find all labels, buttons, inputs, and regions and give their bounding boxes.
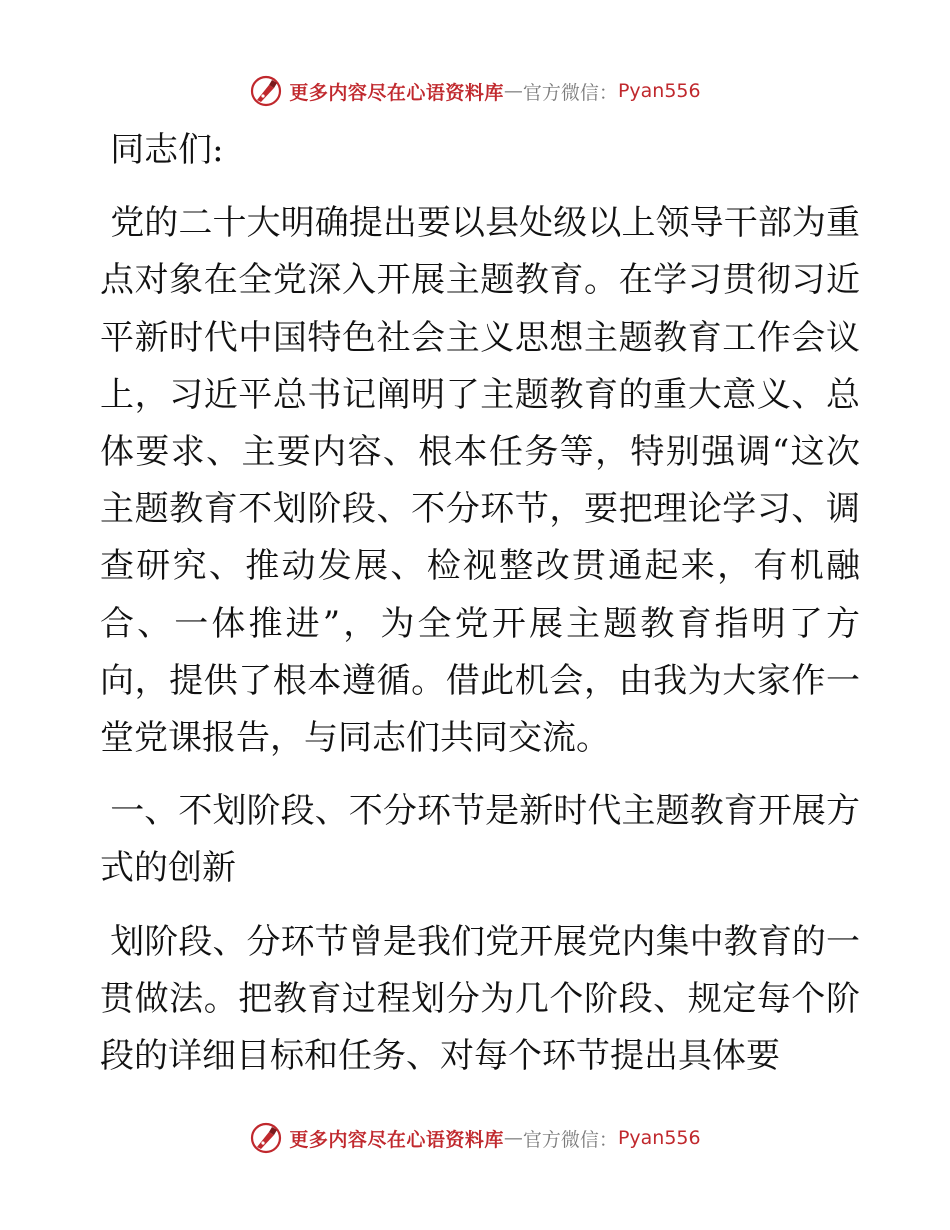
banner-wechat-id: Pyan556: [617, 80, 701, 102]
header-banner: [0, 71, 950, 111]
section-heading: 一、不划阶段、不分环节是新时代主题教育开展方式的创新: [100, 791, 860, 889]
banner-dash: —: [503, 1127, 523, 1149]
pen-logo-icon: [249, 74, 283, 108]
intro-paragraph: 党的二十大明确提出要以县处级以上领导干部为重点对象在全党深入开展主题教育。在学习贯彻习近平新时代中国特色社会主义思想主题教育工作会议上，习近平总书记阐明了主题教育的重大意义、总体要求、主要内容、根本任务等，特别强调“这次主题教育不划阶段、不分环节，要把理论学习、调查研究、推动发展、检视整改贯通起来，有机融合、一体推进”，为全党开展主题教育指明了方向，提供了根本遵循。借此机会，由我为大家作一堂党课报告，与同志们共同交流。: [100, 203, 860, 759]
banner-wechat-label: 官方微信：: [522, 1128, 618, 1151]
banner-wechat-label: 官方微信：: [522, 81, 618, 104]
banner-wechat-id: Pyan556: [617, 1127, 701, 1149]
section-paragraph: 划阶段、分环节曾是我们党开展党内集中教育的一贯做法。把教育过程划分为几个阶段、规定每个阶段的详细目标和任务、对每个环节提出具体要: [100, 921, 860, 1077]
greeting: 同志们:: [110, 130, 224, 170]
pen-logo-icon: [249, 1121, 283, 1155]
banner-dash: —: [503, 80, 523, 102]
banner-main-text: 更多内容尽在心语资料库: [289, 1128, 504, 1151]
footer-banner: [0, 1118, 950, 1158]
banner-main-text: 更多内容尽在心语资料库: [289, 81, 504, 104]
document-body: [100, 122, 860, 1085]
